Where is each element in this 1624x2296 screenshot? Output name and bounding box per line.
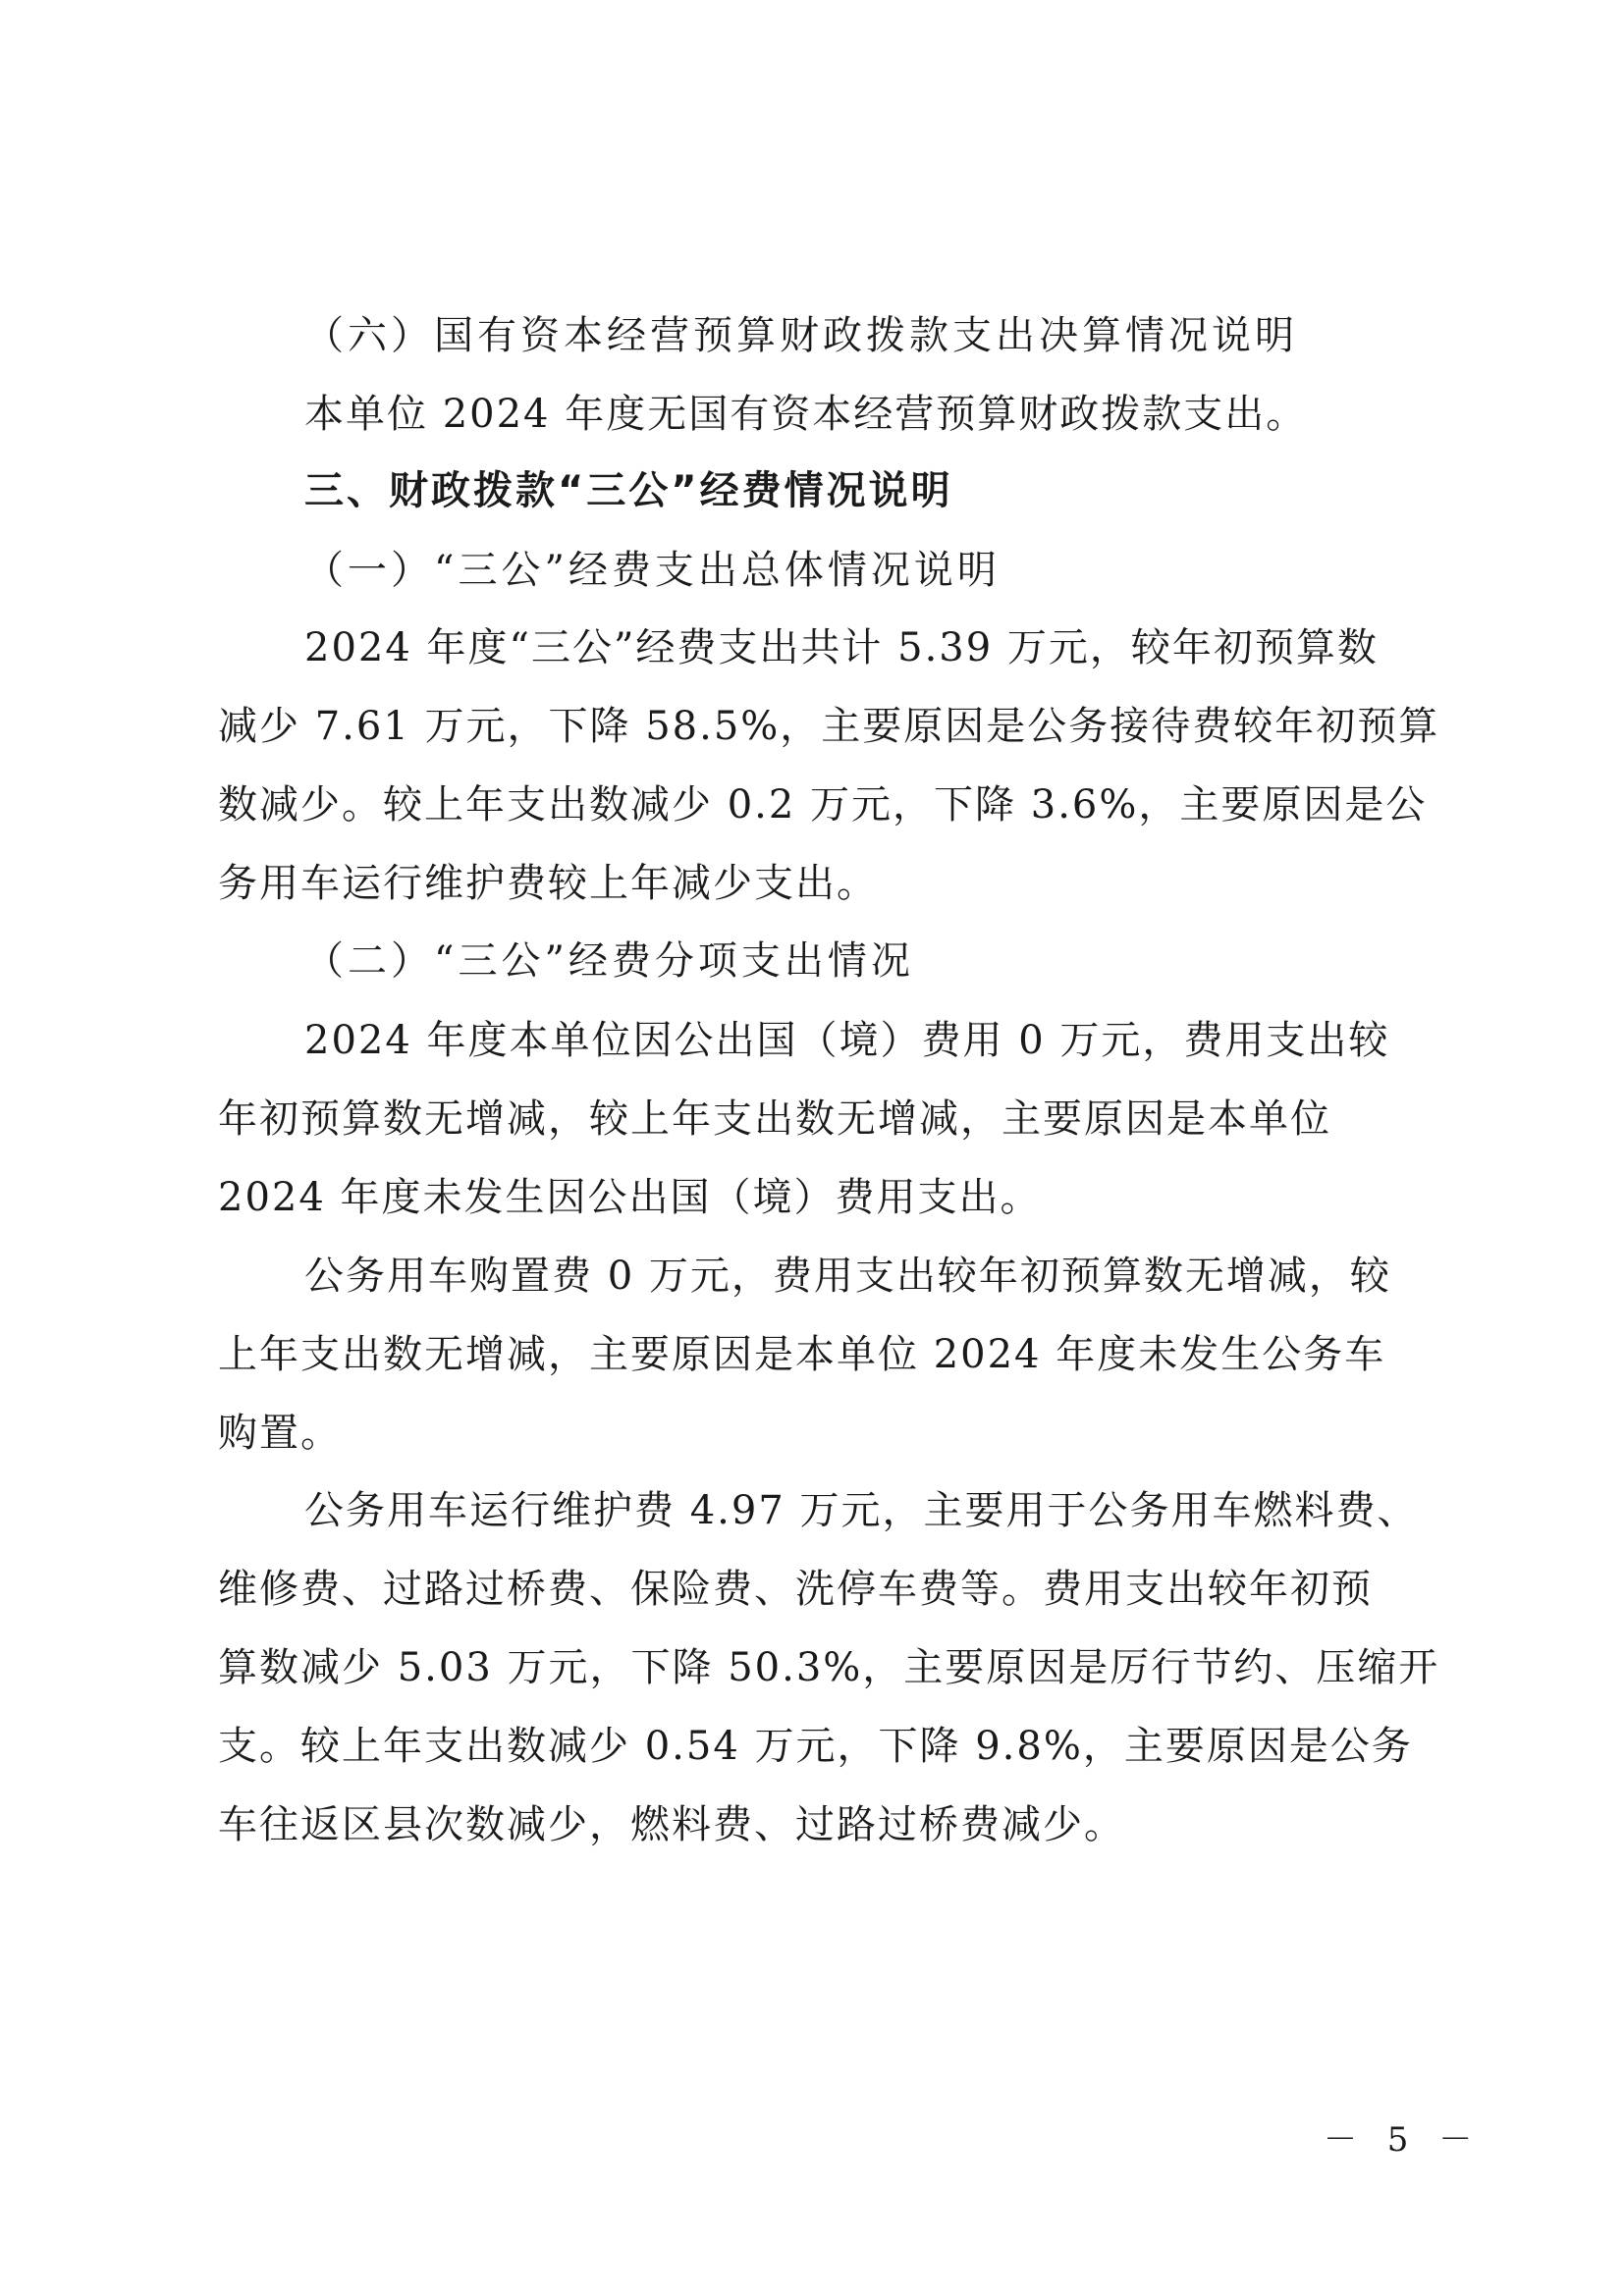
- paragraph-line: 务用车运行维护费较上年减少支出。: [218, 861, 878, 906]
- paragraph-line: 公务用车运行维护费 4.97 万元，主要用于公务用车燃料费、: [304, 1488, 1419, 1533]
- subsection-one-heading: （一）“三公”经费支出总体情况说明: [304, 548, 1001, 593]
- paragraph-line: 算数减少 5.03 万元，下降 50.3%，主要原因是厉行节约、压缩开: [218, 1645, 1440, 1690]
- paragraph-line: 2024 年度本单位因公出国（境）费用 0 万元，费用支出较: [304, 1018, 1390, 1063]
- paragraph-line: 2024 年度“三公”经费支出共计 5.39 万元，较年初预算数: [304, 625, 1379, 670]
- paragraph-line: 支。较上年支出数减少 0.54 万元，下降 9.8%，主要原因是公务: [218, 1724, 1413, 1769]
- paragraph-line: 数减少。较上年支出数减少 0.2 万元，下降 3.6%，主要原因是公: [218, 782, 1428, 828]
- paragraph-line: 维修费、过路过桥费、保险费、洗停车费等。费用支出较年初预: [218, 1567, 1373, 1612]
- paragraph-line: 减少 7.61 万元，下降 58.5%，主要原因是公务接待费较年初预算: [218, 704, 1440, 749]
- paragraph-line: 车往返区县次数减少，燃料费、过路过桥费减少。: [218, 1802, 1125, 1847]
- page-number: － 5 －: [1324, 2120, 1483, 2160]
- paragraph-line: 购置。: [218, 1411, 342, 1456]
- paragraph-line: 年初预算数无增减，较上年支出数无增减，主要原因是本单位: [218, 1096, 1331, 1142]
- subsection-two-heading: （二）“三公”经费分项支出情况: [304, 938, 914, 984]
- paragraph-line: 本单位 2024 年度无国有资本经营预算财政拨款支出。: [304, 392, 1308, 437]
- paragraph-line: 公务用车购置费 0 万元，费用支出较年初预算数无增减，较: [304, 1254, 1391, 1299]
- paragraph-line: 上年支出数无增减，主要原因是本单位 2024 年度未发生公务车: [218, 1332, 1386, 1377]
- section-three-heading: 三、财政拨款“三公”经费情况说明: [304, 468, 953, 513]
- section-six-heading: （六）国有资本经营预算财政拨款支出决算情况说明: [304, 313, 1298, 358]
- paragraph-line: 2024 年度未发生因公出国（境）费用支出。: [218, 1175, 1042, 1220]
